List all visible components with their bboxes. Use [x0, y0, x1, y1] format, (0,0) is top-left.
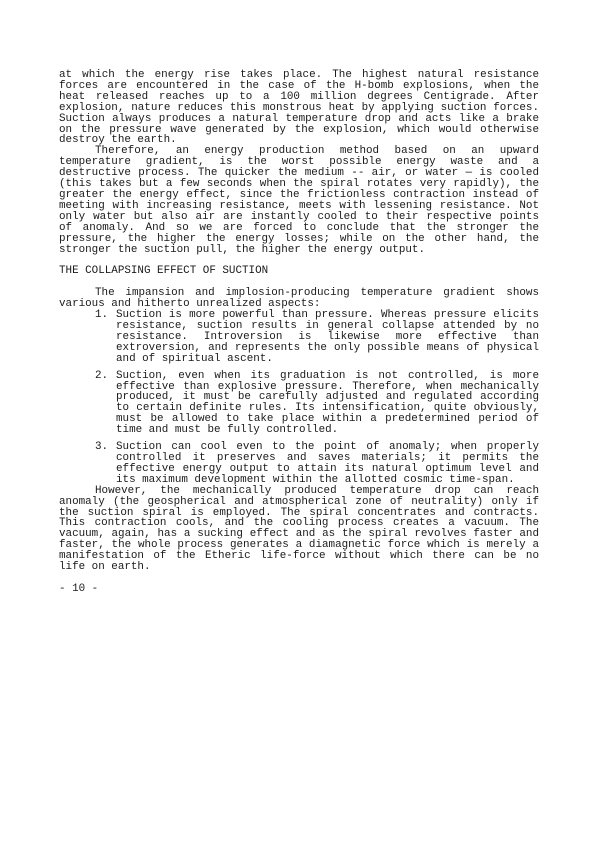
list-item	[59, 310, 539, 365]
list-item-text: Suction is more powerful than pressure. Whereas pressure elicits resistance, suction results in general collapse attended by no resistance. Introversion is likewise more effective than extroversion, and represents the only possible means of physical and of spiritual ascent.	[116, 309, 539, 365]
list-item	[59, 442, 539, 486]
list-item-number: 2.	[95, 369, 109, 382]
document-page	[59, 70, 539, 595]
closing-paragraph: However, the mechanically produced temperature drop can reach anomaly (the geospherical and atmospherical zone of neutrality) only if the suction spiral is employed. The spiral concentrates and contracts. This contraction cools, and the cooling process creates a vacuum. The vacuum, again, has a sucking effect and as the spiral revolves faster and faster, the whole process generates a diamagnetic force which is merely a manifestation of the Etheric life-force without which there can be no life on earth.	[59, 484, 539, 574]
list-item-text: Suction, even when its graduation is not controlled, is more effective than explosive pressure. Therefore, when mechanically produced, it must be carefully adjusted and regulated according to certain definite rules. Its intensification, quite obviously, must be allowed to take place within a predetermined period of time and must be fully controlled.	[116, 369, 539, 437]
list-item	[59, 371, 539, 436]
list-item-number: 1.	[95, 309, 109, 322]
paragraph-2: Therefore, an energy production method based on an upward temperature gradient, is the worst possible energy waste and a destructive process. The quicker the medium -- air, or water — is cooled (this takes but a few seconds when the spiral rotates very rapidly), the greater the energy effect, since the frictionless contraction instead of meeting with increasing resistance, meets with lessening resistance. Not only water but also air are instantly cooled to their respective points of anomaly. And so we are forced to conclude that the stronger the pressure, the higher the energy losses; while on the other hand, the stronger the suction pull, the higher the energy output.	[59, 145, 539, 256]
section-heading: THE COLLAPSING EFFECT OF SUCTION	[59, 265, 269, 278]
page-number: - 10 -	[59, 582, 99, 595]
paragraph-1: at which the energy rise takes place. The highest natural resistance forces are encountered in the case of the H-bomb explosions, when the heat released reaches up to a 100 million degrees Centigrade. After explosion, nature reduces this monstrous heat by applying suction forces. Suction always produces a natural temperature drop and acts like a brake on the pressure wave generated by the explosion, which would otherwise destroy the earth.	[59, 69, 539, 147]
point-list	[59, 310, 539, 486]
list-item-text: Suction can cool even to the point of anomaly; when properly controlled it preserves and saves materials; it permits the effective energy output to attain its natural optimum level and its maximum development within the allotted cosmic time-span.	[116, 441, 539, 486]
list-item-number: 3.	[95, 441, 109, 454]
section-intro: The impansion and implosion-producing temperature gradient shows various and hitherto unrealized aspects:	[59, 287, 539, 311]
